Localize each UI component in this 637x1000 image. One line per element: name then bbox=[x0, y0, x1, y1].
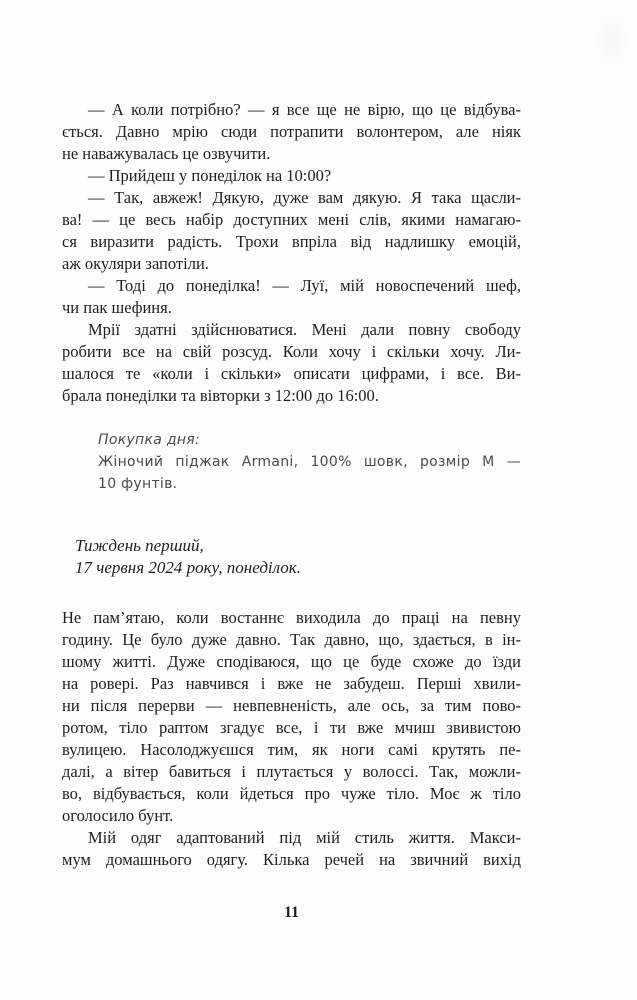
paragraph bbox=[62, 827, 521, 871]
text-line: Покупка дня: bbox=[98, 432, 201, 448]
text-line: — Так, авжеж! Дякую, дуже вам дякую. Я така щасли- bbox=[88, 188, 521, 207]
text-line: робити все на свій розсуд. Коли хочу і скільки хочу. Ли- bbox=[62, 342, 521, 361]
text-line: ся виразити радість. Трохи впріла від надлишку емоцій, bbox=[62, 232, 521, 251]
text-line: ротом, тіло раптом згадує все, і ти вже мчиш звивистою bbox=[62, 718, 521, 737]
text-line: 10 фунтів. bbox=[98, 476, 178, 492]
text-line: 17 червня 2024 року, понеділок. bbox=[75, 558, 301, 577]
text-line: Тиждень перший, bbox=[75, 536, 204, 555]
text-line: оголосило бунт. bbox=[62, 806, 174, 825]
text-line: — Прийдеш у понеділок на 10:00? bbox=[88, 166, 332, 185]
text-line: ва! — це весь набір доступних мені слів, якими намагаю- bbox=[62, 210, 521, 229]
text-line: Не пам’ятаю, коли востаннє виходила до праці на певну bbox=[62, 608, 521, 627]
text-line: далі, а вітер бавиться і плутається у волоссі. Так, можли- bbox=[62, 762, 521, 781]
paragraph bbox=[98, 429, 521, 451]
text-line: не наважувалась це озвучити. bbox=[62, 144, 271, 163]
paragraph bbox=[62, 275, 521, 319]
text-line: во, відбувається, коли йдеться про чуже тіло. Моє ж тіло bbox=[62, 784, 521, 803]
text-line: ни після перерви — невпевненість, але ось, за тим пово- bbox=[62, 696, 521, 715]
paragraph bbox=[62, 187, 521, 275]
text-line: шому житті. Дуже сподіваюся, що це буде схоже до їзди bbox=[62, 652, 521, 671]
text-line: на ровері. Раз навчився і вже не забудеш. Перші хвили- bbox=[62, 674, 521, 693]
text-line: — Тоді до понеділка! — Луї, мій новоспечений шеф, bbox=[88, 276, 521, 295]
text-line: вулицею. Насолоджуєшся тим, як ноги самі крутять пе- bbox=[62, 740, 521, 759]
dialogue-and-narration bbox=[62, 99, 521, 407]
diary-entry bbox=[62, 607, 521, 871]
paragraph bbox=[62, 607, 521, 827]
page-number: 11 bbox=[283, 904, 300, 921]
text-line: Мій одяг адаптований під мій стиль життя. Макси- bbox=[88, 828, 521, 847]
text-line: мум домашнього одягу. Кілька речей на звичний вихід bbox=[62, 850, 521, 869]
paragraph bbox=[98, 451, 521, 495]
shopping-note bbox=[98, 429, 521, 495]
text-line: Мрії здатні здійснюватися. Мені дали повну свободу bbox=[88, 320, 521, 339]
text-line: Жіночий піджак Armani, 100% шовк, розмір М — bbox=[98, 454, 521, 470]
week-heading bbox=[75, 535, 534, 579]
text-line: ється. Давно мрію сюди потрапити волонтером, але ніяк bbox=[62, 122, 521, 141]
text-line: брала понеділки та вівторки з 12:00 до 16:00. bbox=[62, 386, 379, 405]
text-line: шалося те «коли і скільки» описати цифрами, і все. Ви- bbox=[62, 364, 521, 383]
text-line: годину. Це було дуже давно. Так давно, що, здається, в ін- bbox=[62, 630, 521, 649]
text-line: — А коли потрібно? — я все ще не вірю, що це відбува- bbox=[88, 100, 521, 119]
paragraph bbox=[62, 165, 521, 187]
text-line: чи пак шефиня. bbox=[62, 298, 172, 317]
paragraph bbox=[62, 319, 521, 407]
paragraph bbox=[75, 535, 534, 579]
text-line: аж окуляри запотіли. bbox=[62, 254, 209, 273]
paragraph bbox=[62, 99, 521, 165]
